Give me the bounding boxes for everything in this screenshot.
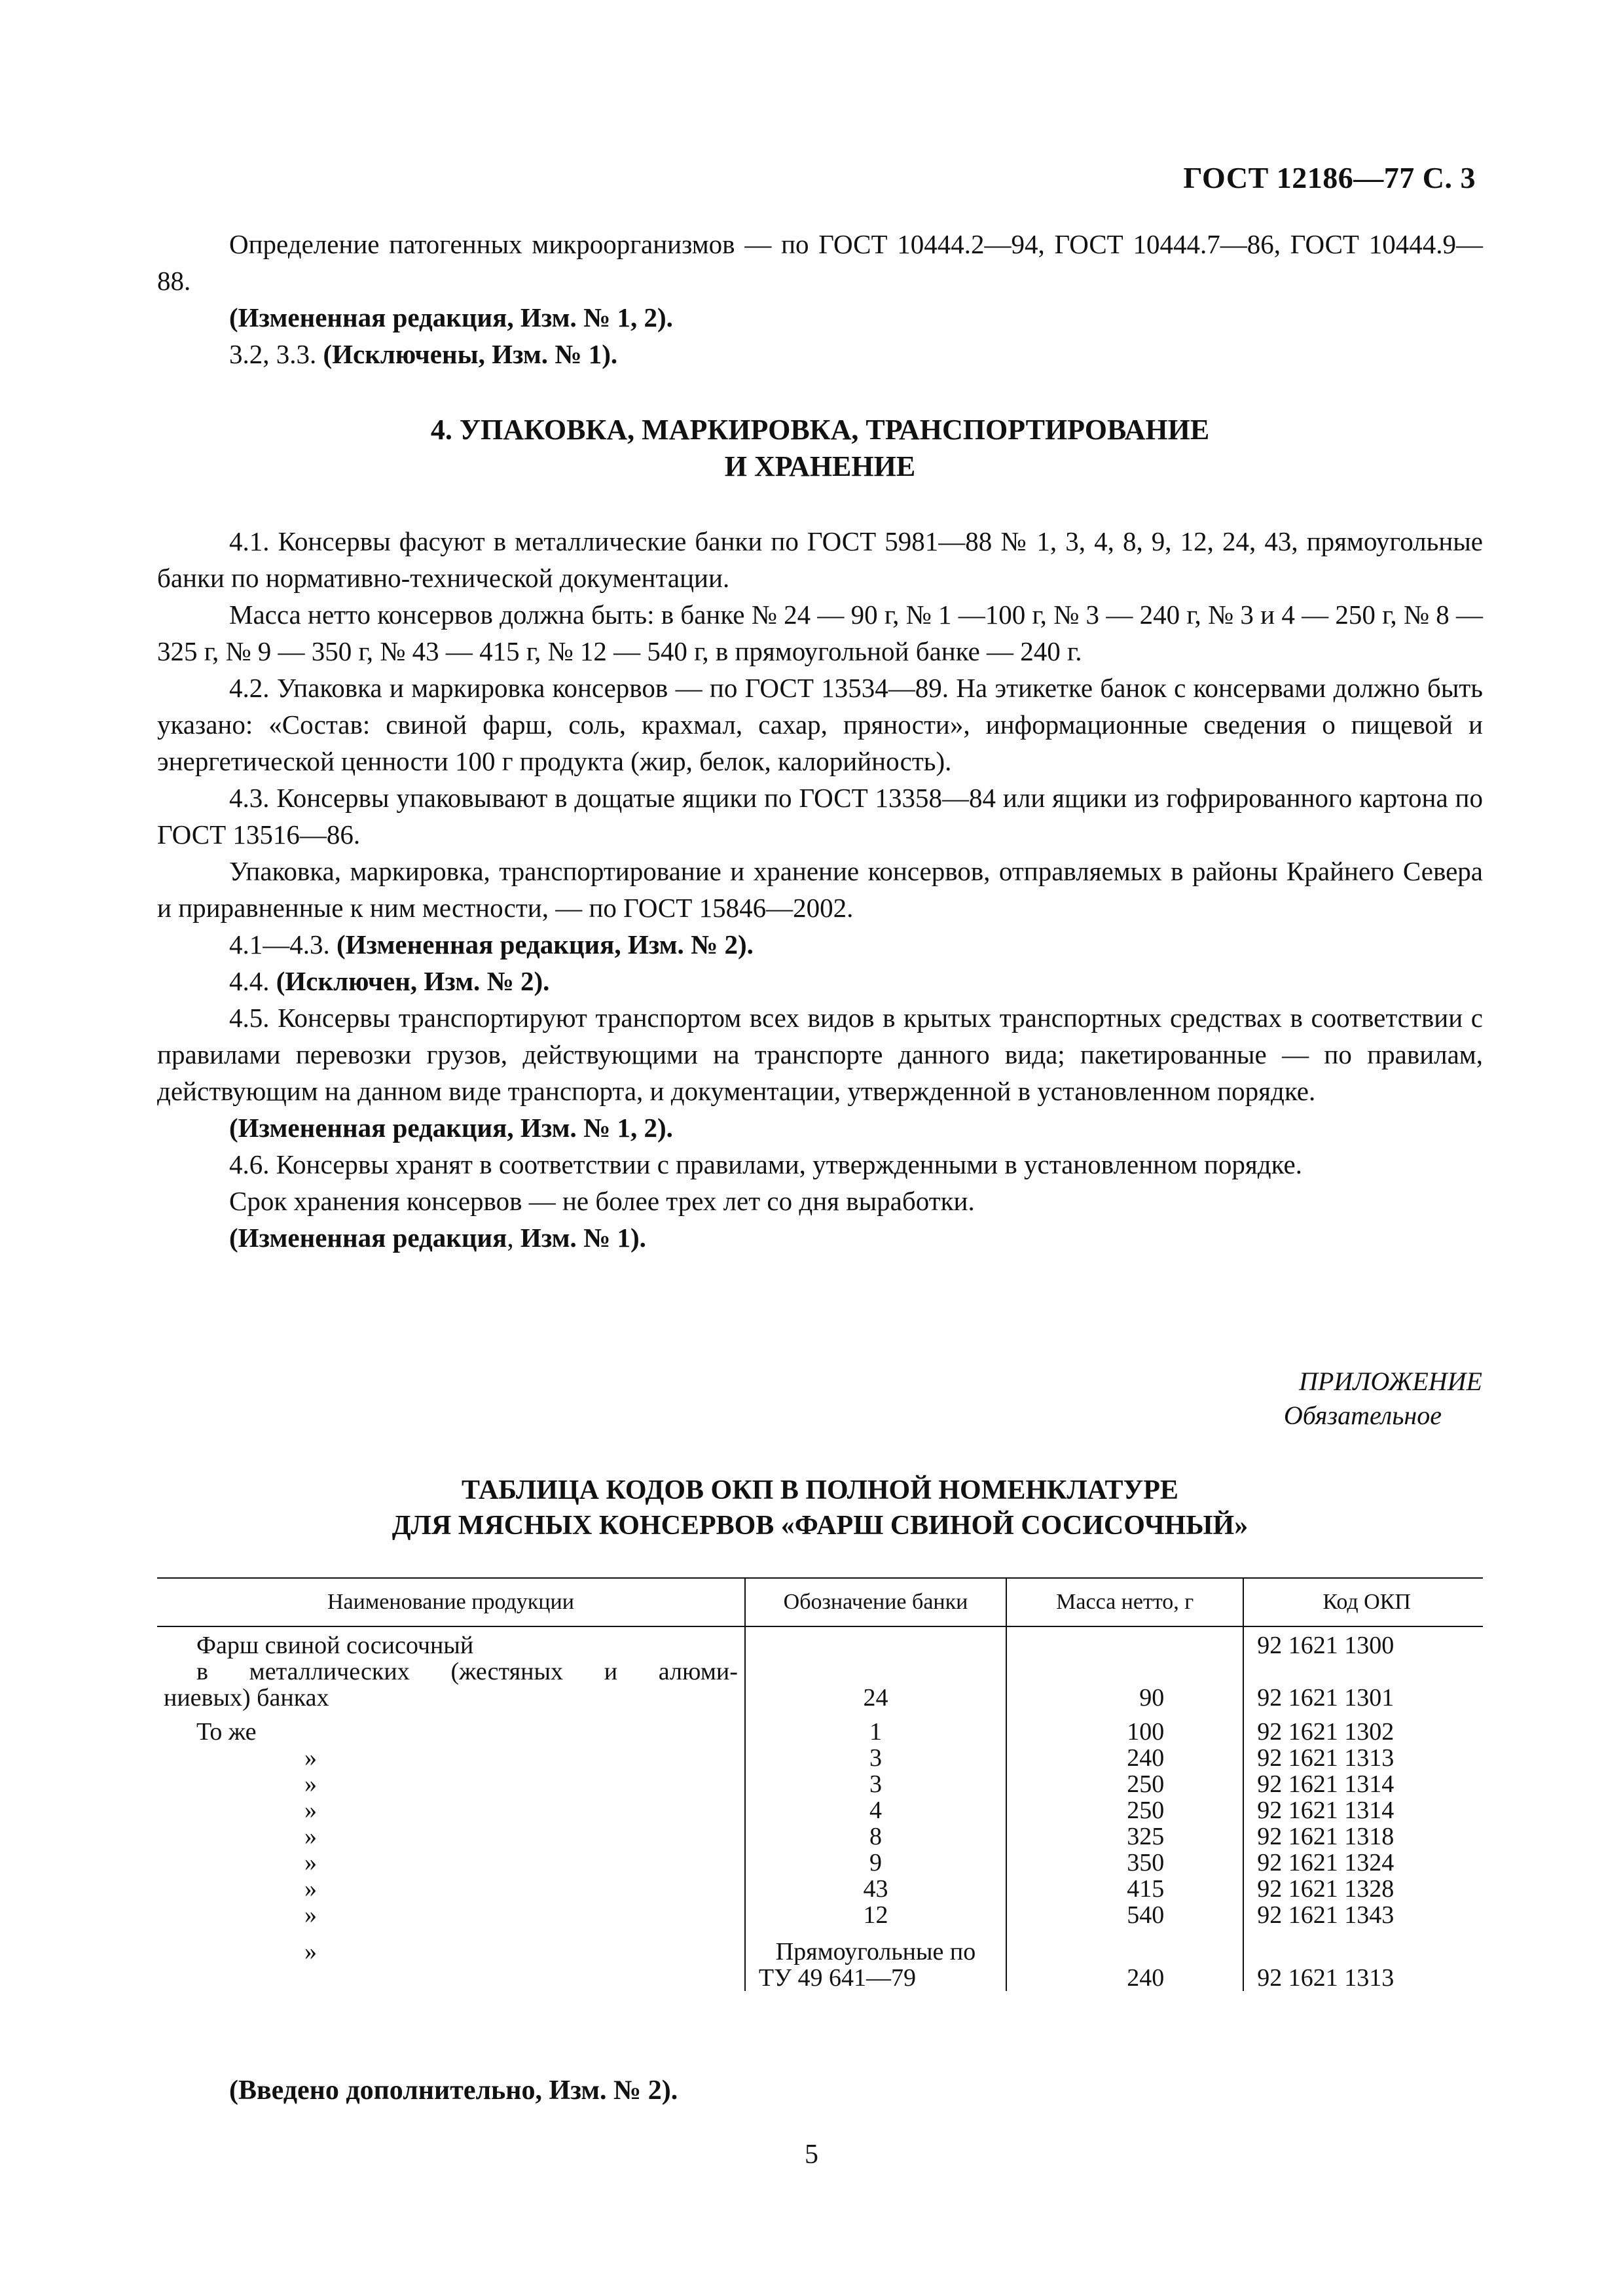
product-group-code: 92 1621 1300 bbox=[1257, 1632, 1395, 1659]
net-mass: 90 bbox=[1139, 1684, 1165, 1712]
product-name: » bbox=[157, 1902, 745, 1928]
can-number: 43 bbox=[745, 1876, 1006, 1902]
amendment-remark-end: ). bbox=[630, 1223, 646, 1253]
amendment-remark: (Измененная редакция, Изм. № 2). bbox=[337, 929, 754, 960]
product-name: » bbox=[157, 1850, 745, 1876]
paragraph-4-1: 4.1. Консервы фасуют в металлические банки по ГОСТ 5981—88 № 1, 3, 4, 8, 9, 12, 24, 43, прямоугольные банки по нормативно-технической документации. bbox=[157, 526, 1483, 593]
column-header-product: Наименование продукции bbox=[157, 1578, 745, 1626]
okp-code: 92 1621 1314 bbox=[1257, 1797, 1395, 1824]
okp-code: 92 1621 1314 bbox=[1257, 1770, 1395, 1798]
amendment-remark-part1: (Измененная редакция bbox=[229, 1223, 507, 1253]
okp-code: 92 1621 1343 bbox=[1257, 1901, 1395, 1929]
table-title bbox=[157, 1473, 1483, 1543]
appendix-label bbox=[1284, 1365, 1482, 1433]
okp-code: 92 1621 1328 bbox=[1257, 1875, 1395, 1903]
net-mass: 240 bbox=[1127, 1744, 1165, 1772]
table-row bbox=[157, 1685, 1483, 1719]
table-row-subgroup bbox=[157, 1659, 1483, 1685]
page-number: 5 bbox=[805, 2140, 818, 2170]
can-number: 9 bbox=[745, 1850, 1006, 1876]
amendment-note-4-6 bbox=[157, 1219, 1483, 1256]
paragraph-4-5: 4.5. Консервы транспортируют транспортом всех видов в крытых транспортных средствах в соответствии с правилами перевозки грузов, действующими на транспорте данного вида; пакетированные — по правилам, действующим на данном виде транспорта, и документации, утвержденной в установленном порядке. bbox=[157, 1003, 1483, 1106]
amendment-remark-part2: Изм. № 1 bbox=[520, 1223, 630, 1253]
net-mass: 540 bbox=[1127, 1901, 1165, 1929]
table-row-rectangular-line2 bbox=[157, 1965, 1483, 1991]
table-row bbox=[157, 1771, 1483, 1797]
net-mass: 100 bbox=[1127, 1718, 1165, 1746]
net-mass: 240 bbox=[1127, 1964, 1165, 1992]
clause-number: 4.4. bbox=[229, 966, 270, 996]
section-4-title bbox=[157, 412, 1483, 485]
amendment-separator: , bbox=[507, 1223, 520, 1253]
table-row bbox=[157, 1876, 1483, 1902]
net-mass: 325 bbox=[1127, 1823, 1165, 1850]
net-mass: 250 bbox=[1127, 1797, 1165, 1824]
added-note: (Введено дополнительно, Изм. № 2). bbox=[229, 2075, 678, 2106]
product-group-name: Фарш свиной сосисочный bbox=[157, 1626, 745, 1659]
column-header-okp: Код ОКП bbox=[1243, 1578, 1483, 1626]
table-row bbox=[157, 1719, 1483, 1745]
table-row bbox=[157, 1902, 1483, 1928]
clause-range: 4.1—4.3. bbox=[229, 929, 330, 960]
table-row bbox=[157, 1823, 1483, 1850]
paragraph-4-3: 4.3. Консервы упаковывают в дощатые ящики по ГОСТ 13358—84 или ящики из гофрированного картона по ГОСТ 13516—86. bbox=[157, 783, 1483, 850]
table-title-line2: ДЛЯ МЯСНЫХ КОНСЕРВОВ «ФАРШ СВИНОЙ СОСИСОЧНЫЙ» bbox=[392, 1511, 1249, 1541]
table-row-group bbox=[157, 1626, 1483, 1659]
excluded-remark: (Исключены, Изм. № 1). bbox=[323, 339, 618, 369]
can-number: 24 bbox=[745, 1685, 1006, 1719]
can-number: 3 bbox=[745, 1745, 1006, 1771]
body-text bbox=[157, 226, 1483, 1256]
can-number: 8 bbox=[745, 1823, 1006, 1850]
can-number: 3 bbox=[745, 1771, 1006, 1797]
product-name: » bbox=[157, 1745, 745, 1771]
amendment-note-4-1-4-3 bbox=[157, 926, 1483, 963]
excluded-clauses: 3.2, 3.3. bbox=[229, 339, 317, 369]
paragraph-4-2: 4.2. Упаковка и маркировка консервов — по ГОСТ 13534—89. На этикетке банок с консервами должно быть указано: «Состав: свиной фарш, соль, крахмал, сахар, пряности», информационные сведения о пищевой и энергетической ценности 100 г продукта (жир, белок, калорийность). bbox=[157, 673, 1483, 776]
okp-code: 92 1621 1324 bbox=[1257, 1849, 1395, 1876]
product-name: » bbox=[157, 1797, 745, 1823]
can-type-line2: ТУ 49 641—79 bbox=[745, 1965, 1006, 1991]
can-type-line1: Прямоугольные по bbox=[745, 1928, 1006, 1965]
product-name: То же bbox=[157, 1719, 745, 1745]
amendment-note: (Измененная редакция, Изм. № 1, 2). bbox=[229, 302, 673, 332]
net-mass: 350 bbox=[1127, 1849, 1165, 1876]
table-row-rectangular-line1 bbox=[157, 1928, 1483, 1965]
net-mass: 415 bbox=[1127, 1875, 1165, 1903]
document-reference: ГОСТ 12186—77 С. 3 bbox=[1183, 161, 1476, 194]
paragraph-4-4 bbox=[157, 963, 1483, 999]
can-number: 1 bbox=[745, 1719, 1006, 1745]
table-row bbox=[157, 1745, 1483, 1771]
table-header-row bbox=[157, 1578, 1483, 1626]
okp-codes-table bbox=[157, 1577, 1483, 1991]
section-4-title-line1: 4. УПАКОВКА, МАРКИРОВКА, ТРАНСПОРТИРОВАНИЕ bbox=[430, 414, 1210, 446]
section-4-title-line2: И ХРАНЕНИЕ bbox=[724, 450, 916, 482]
table-row bbox=[157, 1797, 1483, 1823]
paragraph-4-6-shelf-life: Срок хранения консервов — не более трех лет со дня выработки. bbox=[229, 1186, 975, 1216]
amendment-note-4-5: (Измененная редакция, Изм. № 1, 2). bbox=[229, 1113, 673, 1143]
appendix-title: ПРИЛОЖЕНИЕ bbox=[1299, 1367, 1482, 1396]
product-subgroup-line1: в металлических (жестяных и алюми- bbox=[157, 1659, 745, 1685]
okp-code: 92 1621 1318 bbox=[1257, 1823, 1395, 1850]
product-name: » bbox=[157, 1771, 745, 1797]
table-row bbox=[157, 1850, 1483, 1876]
paragraph-pathogens: Определение патогенных микроорганизмов — по ГОСТ 10444.2—94, ГОСТ 10444.7—86, ГОСТ 10444.9—88. bbox=[157, 229, 1483, 296]
paragraph-4-6: 4.6. Консервы хранят в соответствии с правилами, утвержденными в установленном порядке. bbox=[229, 1149, 1302, 1179]
product-name: » bbox=[157, 1823, 745, 1850]
product-name: » bbox=[157, 1928, 745, 1965]
okp-code: 92 1621 1313 bbox=[1257, 1964, 1395, 1992]
okp-code: 92 1621 1301 bbox=[1257, 1684, 1395, 1712]
product-name: » bbox=[157, 1876, 745, 1902]
okp-code: 92 1621 1313 bbox=[1257, 1744, 1395, 1772]
column-header-mass: Масса нетто, г bbox=[1006, 1578, 1243, 1626]
can-number: 12 bbox=[745, 1902, 1006, 1928]
table-title-line1: ТАБЛИЦА КОДОВ ОКП В ПОЛНОЙ НОМЕНКЛАТУРЕ bbox=[462, 1475, 1178, 1505]
product-subgroup-line2: ниевых) банках bbox=[157, 1685, 745, 1719]
paragraph-4-3-north: Упаковка, маркировка, транспортирование и хранение консервов, отправляемых в районы Крайнего Севера и приравненные к ним местности, — по ГОСТ 15846—2002. bbox=[157, 856, 1483, 923]
okp-code: 92 1621 1302 bbox=[1257, 1718, 1395, 1746]
appendix-status: Обязательное bbox=[1283, 1401, 1442, 1430]
excluded-remark: (Исключен, Изм. № 2). bbox=[276, 966, 550, 996]
net-mass: 250 bbox=[1127, 1770, 1165, 1798]
paragraph-4-1-mass: Масса нетто консервов должна быть: в банке № 24 — 90 г, № 1 —100 г, № 3 — 240 г, № 3 и 4 — 250 г, № 8 — 325 г, № 9 — 350 г, № 43 — 415 г, № 12 — 540 г, в прямоугольной банке — 240 г. bbox=[157, 600, 1483, 666]
can-number: 4 bbox=[745, 1797, 1006, 1823]
column-header-can: Обозначение банки bbox=[745, 1578, 1006, 1626]
excluded-note bbox=[157, 336, 1483, 372]
